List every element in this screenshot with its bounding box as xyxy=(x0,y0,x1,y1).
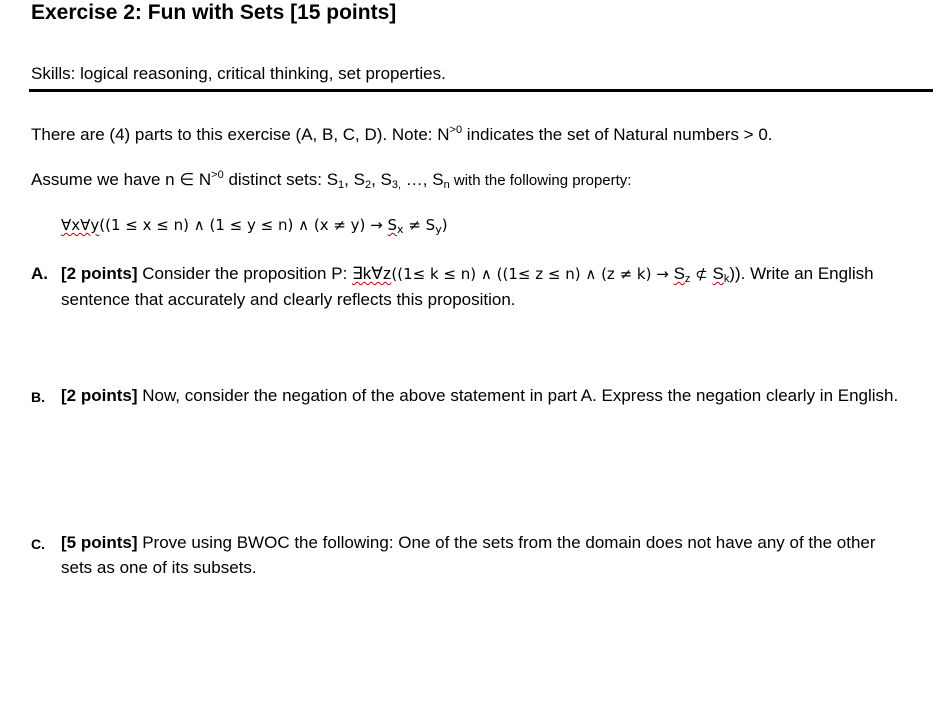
part-a xyxy=(31,261,911,312)
part-c xyxy=(31,530,911,580)
part-c-label: C. xyxy=(31,536,45,552)
part-c-text: [5 points] Prove using BWOC the following: One of the sets from the domain does not have any of the other sets as one of its subsets. xyxy=(61,533,876,577)
horizontal-rule xyxy=(29,89,933,92)
part-b-text: [2 points] Now, consider the negation of the above statement in part A. Express the negation clearly in English. xyxy=(61,386,899,405)
intro-assumption: Assume we have n ∈ $N^{>0}$ distinct sets: $S_1$, $S_2$, $S_{3,}$ …, $S_n$ with the following property: xyxy=(31,169,632,191)
part-b-label: B. xyxy=(31,389,45,405)
part-a-text: [2 points] Consider the proposition P: ∃k∀z((1≤ k ≤ n) ∧ ((1≤ z ≤ n) ∧ $(z \ne k) \to S_z$ ⊄ $S_k$)). Write an English sentence that accurately and clearly reflects this proposition. xyxy=(61,264,874,309)
intro-note: There are (4) parts to this exercise (A, B, C, D). Note: $N^{>0}$ indicates the set of Natural numbers > 0. xyxy=(31,124,773,144)
skills-line: Skills: logical reasoning, critical thinking, set properties. xyxy=(31,64,446,83)
exercise-title: Exercise 2: Fun with Sets [15 points] xyxy=(31,1,397,24)
set-property-formula: ∀x∀y((1 ≤ x ≤ n) ∧ (1 ≤ y ≤ n) ∧ $(x \ne y) \to S_x \ne S_y$) xyxy=(61,216,448,236)
part-a-label: A. xyxy=(31,264,48,283)
part-b xyxy=(31,383,911,408)
